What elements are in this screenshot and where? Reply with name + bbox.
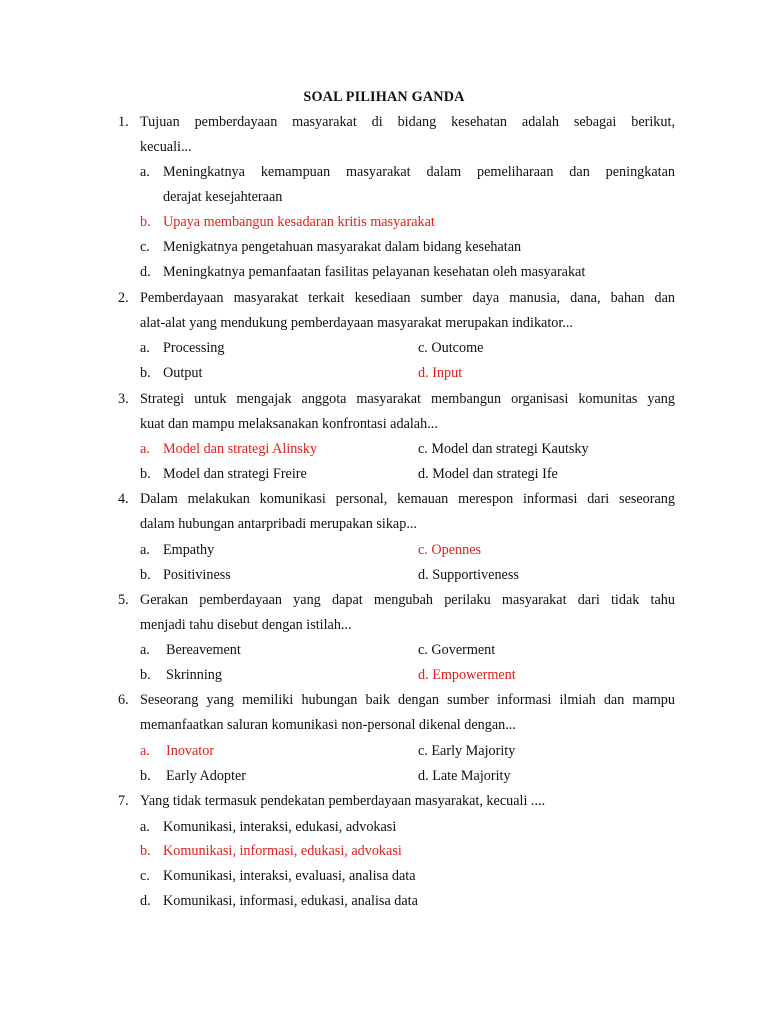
option-letter: c. xyxy=(140,239,150,255)
question-4-option-c: c. Opennes xyxy=(418,542,482,558)
option-letter: a. xyxy=(140,743,150,759)
question-1-option-c: Menigkatnya pengetahuan masyarakat dalam bidang kesehatan xyxy=(163,239,522,255)
question-3-text-line-1: Strategi untuk mengajak anggota masyarakat membangun organisasi komunitas yang xyxy=(140,391,675,407)
question-1-number: 1. xyxy=(118,114,129,130)
option-letter: b. xyxy=(140,567,151,583)
question-7-number: 7. xyxy=(118,793,129,809)
option-letter: a. xyxy=(140,340,150,356)
question-2-option-c: c. Outcome xyxy=(418,340,484,356)
question-1-option-d: Meningkatnya pemanfaatan fasilitas pelayanan kesehatan oleh masyarakat xyxy=(163,264,586,280)
question-4-option-d: d. Supportiveness xyxy=(418,567,519,583)
option-letter: b. xyxy=(140,466,151,482)
question-6-text-line-1: Seseorang yang memiliki hubungan baik dengan sumber informasi ilmiah dan mampu xyxy=(140,692,675,708)
option-letter: b. xyxy=(140,365,151,381)
question-7-text-line-1: Yang tidak termasuk pendekatan pemberdayaan masyarakat, kecuali .... xyxy=(140,793,546,809)
question-2-option-a: Processing xyxy=(163,340,225,356)
question-4-text-line-1: Dalam melakukan komunikasi personal, kemauan merespon informasi dari seseorang xyxy=(140,491,675,507)
option-letter: a. xyxy=(140,642,150,658)
question-7-option-b: Komunikasi, informasi, edukasi, advokasi xyxy=(163,843,402,859)
question-1-option-b: Upaya membangun kesadaran kritis masyarakat xyxy=(163,214,435,230)
option-letter: a. xyxy=(140,819,150,835)
option-letter: b. xyxy=(140,843,151,859)
question-5-text-line-1: Gerakan pemberdayaan yang dapat mengubah perilaku masyarakat dari tidak tahu xyxy=(140,592,675,608)
question-4-text-line-2: dalam hubungan antarpribadi merupakan sikap... xyxy=(140,516,417,532)
question-3-option-a: Model dan strategi Alinsky xyxy=(163,441,318,457)
question-4-number: 4. xyxy=(118,491,129,507)
question-6-option-d: d. Late Majority xyxy=(418,768,511,784)
option-letter: a. xyxy=(140,164,150,180)
question-2-option-d: d. Input xyxy=(418,365,463,381)
question-5-option-a: Bereavement xyxy=(166,642,241,658)
question-6-text-line-2: memanfaatkan saluran komunikasi non-personal dikenal dengan... xyxy=(140,717,516,733)
question-1-option-a-line-1: Meningkatnya kemampuan masyarakat dalam pemeliharaan dan peningkatan xyxy=(163,164,675,180)
question-2-text-line-2: alat-alat yang mendukung pemberdayaan masyarakat merupakan indikator... xyxy=(140,315,573,331)
question-5-option-c: c. Goverment xyxy=(418,642,496,658)
question-5-number: 5. xyxy=(118,592,129,608)
option-letter: d. xyxy=(140,264,151,280)
question-3-text-line-2: kuat dan mampu melaksanakan konfrontasi adalah... xyxy=(140,416,438,432)
question-5-text-line-2: menjadi tahu disebut dengan istilah... xyxy=(140,617,352,633)
question-1-text-line-1: Tujuan pemberdayaan masyarakat di bidang kesehatan adalah sebagai berikut, xyxy=(140,114,675,130)
question-5-option-b: Skrinning xyxy=(166,667,222,683)
question-5-option-d: d. Empowerment xyxy=(418,667,516,683)
page-title: SOAL PILIHAN GANDA xyxy=(303,89,465,105)
option-letter: d. xyxy=(140,893,151,909)
question-4-option-a: Empathy xyxy=(163,542,215,558)
question-6-option-c: c. Early Majority xyxy=(418,743,516,759)
question-2-text-line-1: Pemberdayaan masyarakat terkait kesediaan sumber daya manusia, dana, bahan dan xyxy=(140,290,675,306)
option-letter: b. xyxy=(140,768,151,784)
question-7-option-c: Komunikasi, interaksi, evaluasi, analisa data xyxy=(163,868,416,884)
question-3-option-d: d. Model dan strategi Ife xyxy=(418,466,558,482)
option-letter: b. xyxy=(140,667,151,683)
question-2-option-b: Output xyxy=(163,365,203,381)
question-4-option-b: Positiviness xyxy=(163,567,231,583)
question-3-option-b: Model dan strategi Freire xyxy=(163,466,307,482)
question-1-text-line-2: kecuali... xyxy=(140,139,192,155)
option-letter: a. xyxy=(140,441,150,457)
question-3-option-c: c. Model dan strategi Kautsky xyxy=(418,441,589,457)
question-3-number: 3. xyxy=(118,391,129,407)
option-letter: b. xyxy=(140,214,151,230)
question-7-option-d: Komunikasi, informasi, edukasi, analisa data xyxy=(163,893,418,909)
question-6-option-b: Early Adopter xyxy=(166,768,246,784)
option-letter: a. xyxy=(140,542,150,558)
question-6-number: 6. xyxy=(118,692,129,708)
question-6-option-a: Inovator xyxy=(166,743,215,759)
question-1-option-a-line-2: derajat kesejahteraan xyxy=(163,189,283,205)
question-2-number: 2. xyxy=(118,290,129,306)
option-letter: c. xyxy=(140,868,150,884)
question-7-option-a: Komunikasi, interaksi, edukasi, advokasi xyxy=(163,819,397,835)
